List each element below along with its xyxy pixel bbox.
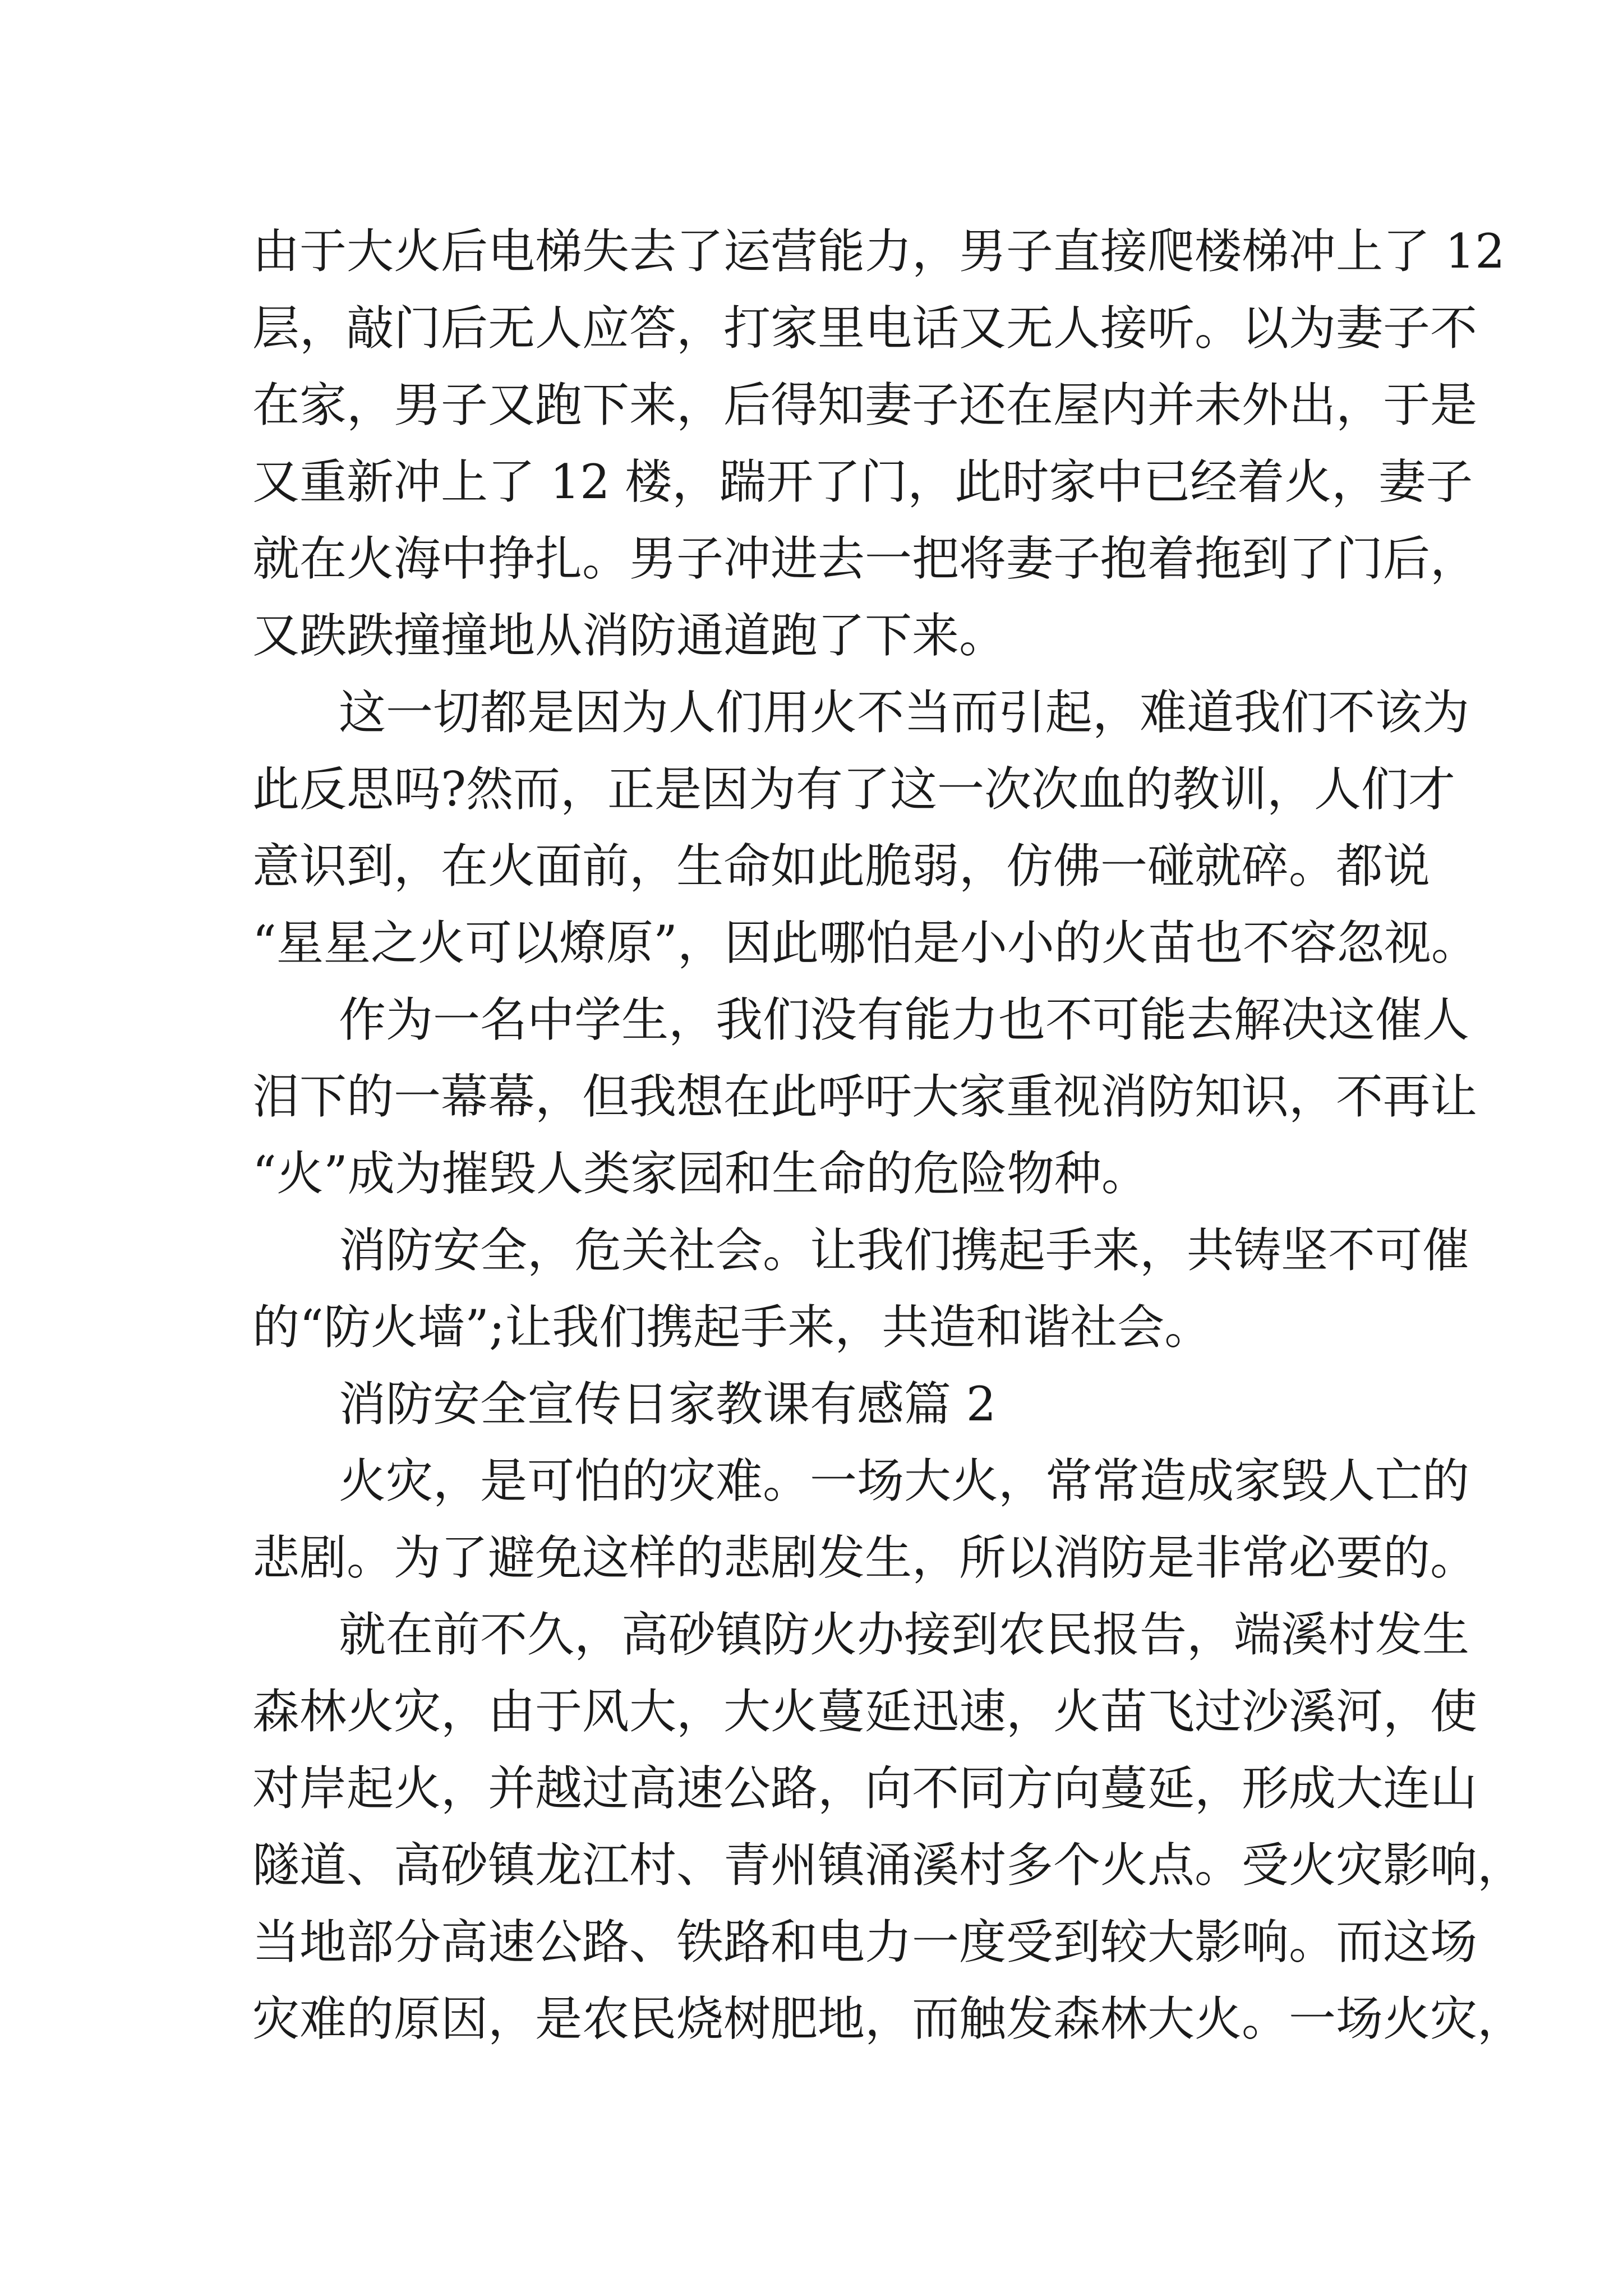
text-line: 森林火灾，由于风大，大火蔓延迅速，火苗飞过沙溪河，使 <box>252 1684 1478 1739</box>
text-line: 层，敲门后无人应答，打家里电话又无人接听。以为妻子不 <box>252 301 1478 356</box>
section-heading: 消防安全宣传日家教课有感篇 2 <box>339 1377 997 1432</box>
text-line: 悲剧。为了避免这样的悲剧发生，所以消防是非常必要的。 <box>252 1530 1478 1585</box>
body-text <box>252 213 1525 2058</box>
text-line: 火灾，是可怕的灾难。一场大火，常常造成家毁人亡的 <box>339 1453 1470 1508</box>
text-line: 对岸起火，并越过高速公路，向不同方向蔓延，形成大连山 <box>252 1761 1478 1816</box>
text-line: “火”成为摧毁人类家园和生命的危险物种。 <box>252 1146 1149 1201</box>
text-line: 此反思吗?然而，正是因为有了这一次次血的教训，人们才 <box>252 762 1456 817</box>
text-line: 又重新冲上了 12 楼，踹开了门，此时家中已经着火，妻子 <box>252 454 1473 509</box>
text-line: 当地部分高速公路、铁路和电力一度受到较大影响。而这场 <box>252 1915 1478 1970</box>
text-line: 消防安全，危关社会。让我们携起手来，共铸坚不可催 <box>339 1223 1470 1278</box>
text-line: 泪下的一幕幕，但我想在此呼吁大家重视消防知识，不再让 <box>252 1069 1478 1124</box>
text-line: 在家，男子又跑下来，后得知妻子还在屋内并未外出，于是 <box>252 378 1478 432</box>
text-line: 这一切都是因为人们用火不当而引起，难道我们不该为 <box>339 685 1470 740</box>
text-line: 灾难的原因，是农民烧树肥地，而触发森林大火。一场火灾， <box>252 1991 1525 2046</box>
text-line: 就在前不久，高砂镇防火办接到农民报告，端溪村发生 <box>339 1607 1470 1662</box>
text-line: 的“防火墙”;让我们携起手来，共造和谐社会。 <box>252 1300 1212 1355</box>
text-line: 意识到，在火面前，生命如此脆弱，仿佛一碰就碎。都说 <box>252 839 1431 894</box>
text-line: 作为一名中学生，我们没有能力也不可能去解决这催人 <box>339 992 1470 1047</box>
text-line: “星星之火可以燎原”，因此哪怕是小小的火苗也不容忽视。 <box>252 915 1478 970</box>
text-line: 由于大火后电梯失去了运营能力，男子直接爬楼梯冲上了 12 <box>252 224 1505 279</box>
text-line: 就在火海中挣扎。男子冲进去一把将妻子抱着拖到了门后， <box>252 531 1478 586</box>
text-line: 隧道、高砂镇龙江村、青州镇涌溪村多个火点。受火灾影响， <box>252 1838 1525 1893</box>
text-line: 又跌跌撞撞地从消防通道跑了下来。 <box>252 608 1007 663</box>
